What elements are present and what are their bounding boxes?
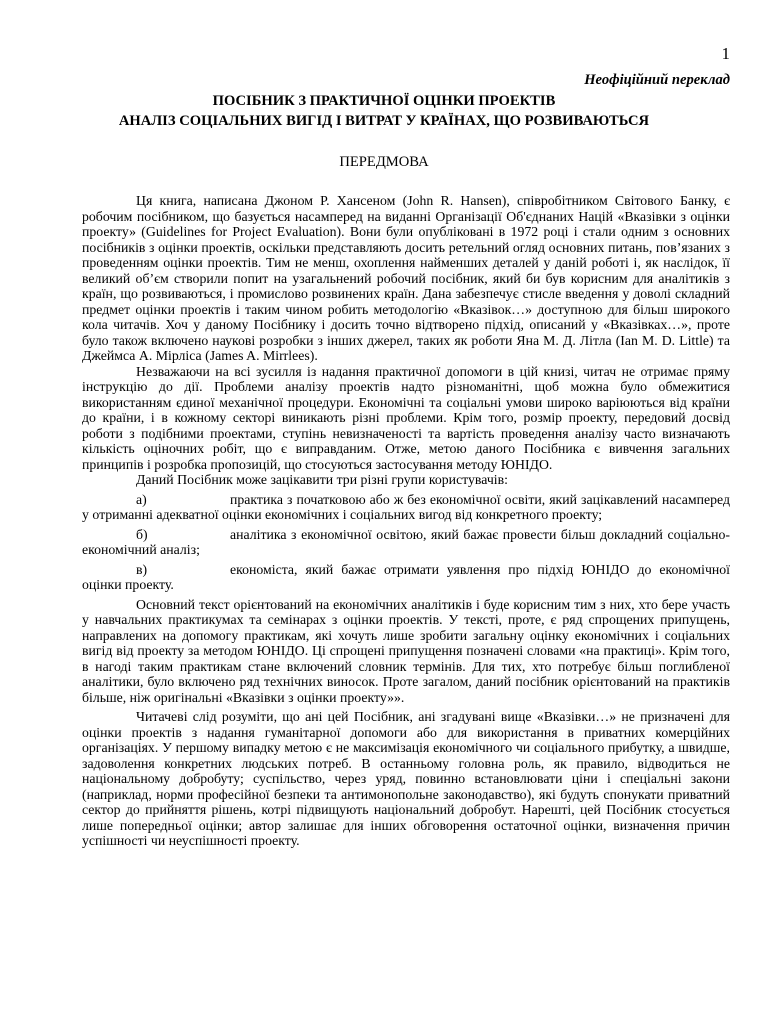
title-line-1: ПОСІБНИК З ПРАКТИЧНОЇ ОЦІНКИ ПРОЕКТІВ bbox=[212, 93, 556, 109]
list-item-label: в) bbox=[136, 561, 148, 577]
unofficial-translation-note: Неофіційний переклад bbox=[584, 72, 730, 88]
paragraph-5: Читачеві слід розуміти, що ані цей Посібник, ані згадувані вище «Вказівки…» не призначені для оцінки проектів з надання гуманітарної допомоги або для використання в приватних комерційних організаціях. У першому випадку метою є не максимізація економічного чи соціального прибутку, а швидше, задоволення конкретних людських потреб. В останньому головна роль, як правило, відводиться не національному добробуту; суспільство, через уряд, повинно встановлювати ціни і спеціальні закони (наприклад, норми професійної безпеки та антимонопольне законодавство), які будуть спонукати приватний сектор до прийняття рішень, котрі підвищують національний добробут. Нарешті, цей Посібник стосується лише попередньої оцінки; автор залишає для інших обговорення остаточної оцінки, визначення причин успішності чи неуспішності проекту. bbox=[82, 709, 730, 848]
paragraph-2: Незважаючи на всі зусилля із надання практичної допомоги в цій книзі, читач не отримає пряму інструкцію до дії. Проблеми аналізу проектів надто різноманітні, щоб можна було обмежитися використанням єдиної механічної процедури. Економічні та соціальні умови широко варіюються від країни до країни, і в кожному секторі виникають різні проблеми. Крім того, розмір проекту, передовий досвід роботи з подібними проектами, ступінь невизначеності та вартість проведення аналізу часто визначають кількість оціночних робіт, що є виправданим. Отже, метою даного Посібника є вивчення загальних принципів і розробка пропозицій, що стосуються застосування методу ЮНІДО. bbox=[82, 363, 730, 472]
list-item-a bbox=[82, 492, 730, 523]
list-item-c bbox=[82, 562, 730, 593]
list-item-label: б) bbox=[136, 526, 148, 542]
list-item-text: економіста, який бажає отримати уявлення про підхід ЮНІДО до економічної оцінки проекту. bbox=[82, 561, 730, 592]
section-heading-foreword: ПЕРЕДМОВА bbox=[339, 154, 429, 170]
paragraph-4: Основний текст орієнтований на економічних аналітиків і буде корисним тим з них, хто бере участь у навчальних практикумах та семінарах з оцінки проектів. У тексті, проте, є ряд спрощених припущень, направлених на допомогу практикам, які хочуть лише зробити загальну оцінку економічних і соціальних вигід від проекту за методом ЮНІДО. Ці спрощені припущення позначені словами «на практиці». Крім того, в нагоді таким практикам стане включений словник термінів. Для тих, хто потребує більш поглибленої аналітики, було включено ряд технічних виносок. Проте загалом, даний посібник орієнтований на практиків більше, ніж оригінальні «Вказівки з оцінки проекту»». bbox=[82, 596, 730, 705]
paragraph-3: Даний Посібник може зацікавити три різні групи користувачів: bbox=[136, 472, 508, 487]
paragraph-1: Ця книга, написана Джоном Р. Хансеном (John R. Hansen), співробітником Світового Банку, є робочим посібником, що базується насамперед на виданні Організації Об'єднаних Націй «Вказівки з оцінки проекту» (Guidelines for Project Evaluation). Вони були опубліковані в 1972 році і стали одним з основних посібників з оцінки проектів, оскільки представляють досить ретельний огляд основних питань, пов’язаних з проведенням оцінки проектів. Тим не менш, охоплення найменших деталей у даній роботі і, як наслідок, її великий об’єм створили попит на узагальнений робочий посібник, який би був корисним для аналітиків з країн, що розвиваються, і промислово розвинених країн. Дана забезпечує стисле введення у доволі складний предмет оцінки проектів і таким чином робить методологію «Вказівок…» доступною для більш широкого кола читачів. Хоч у даному Посібнику і досить точно відтворено підхід, описаний у «Вказівках…», проте було також включено наукові розробки з інших джерел, таких як роботи Яна М. Д. Літла (Ian M. D. Little) та Джеймса А. Мірліса (James A. Mirrlees). bbox=[82, 193, 730, 363]
list-item-text: аналітика з економічної освітою, який бажає провести більш докладний соціально-економічний аналіз; bbox=[82, 526, 730, 557]
page-number: 1 bbox=[721, 44, 730, 63]
title-line-2: АНАЛІЗ СОЦІАЛЬНИХ ВИГІД І ВИТРАТ У КРАЇНАХ, ЩО РОЗВИВАЮТЬСЯ bbox=[118, 113, 650, 129]
body-text bbox=[82, 193, 730, 849]
list-item-b bbox=[82, 527, 730, 558]
list-item-label: а) bbox=[136, 491, 147, 507]
list-item-text: практика з початковою або ж без економічної освіти, який зацікавлений насамперед у отриманні адекватної оцінки економічних і соціальних вигод від конкретного проекту; bbox=[82, 491, 730, 522]
